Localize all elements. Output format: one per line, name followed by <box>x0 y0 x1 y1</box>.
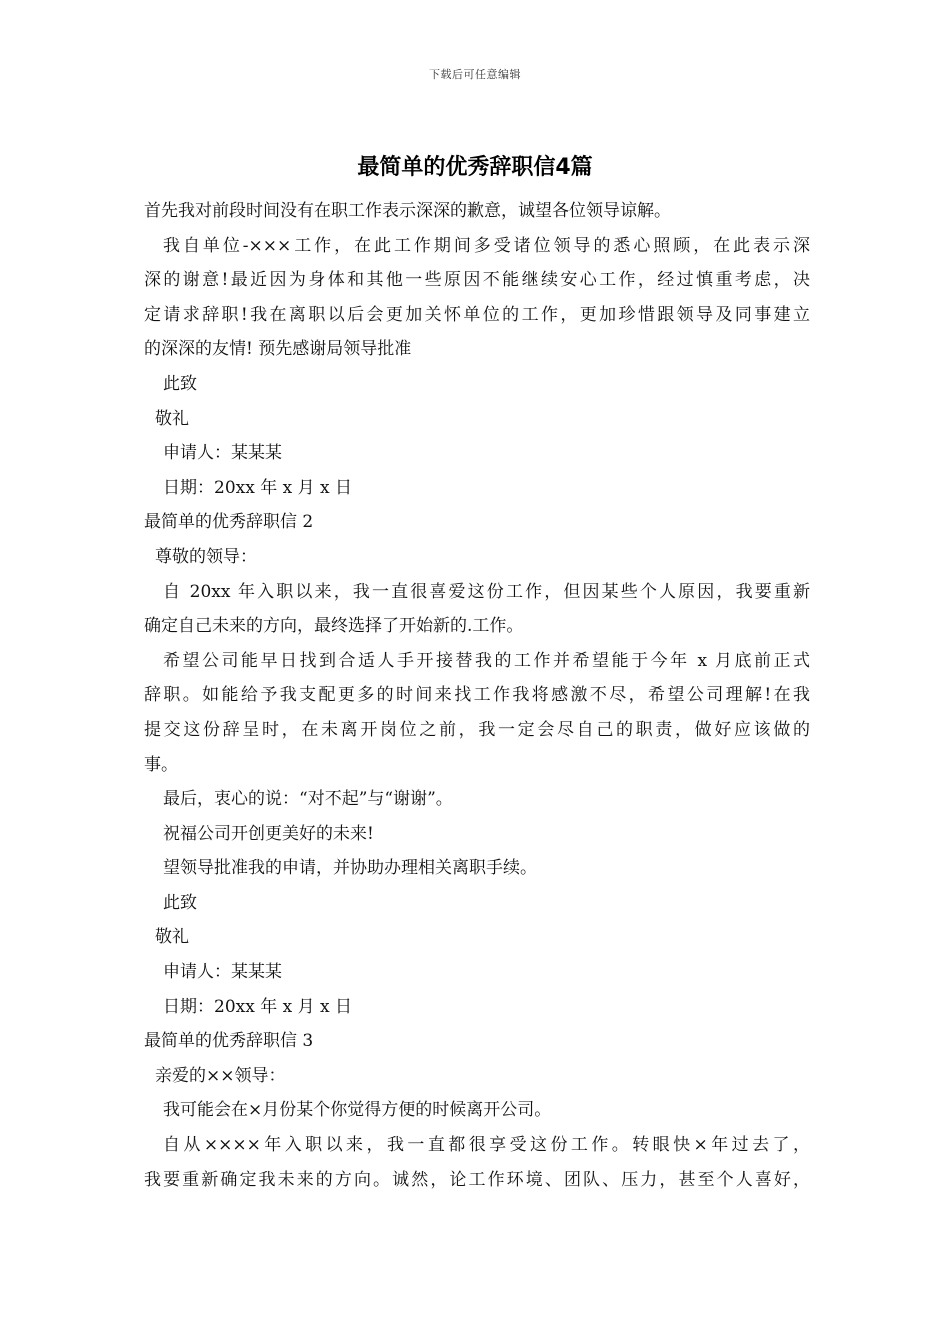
body-line: 我自单位-×××工作，在此工作期间多受诸位领导的悉心照顾，在此表示深 <box>163 235 810 256</box>
body-line: 事。 <box>144 754 178 775</box>
body-line: 申请人：某某某 <box>163 443 282 464</box>
header-note: 下载后可任意编辑 <box>429 68 521 81</box>
body-line: 敬礼 <box>155 927 189 948</box>
body-line: 辞职。如能给予我支配更多的时间来找工作我将感激不尽，希望公司理解!在我 <box>144 685 810 706</box>
body-line: 望领导批准我的申请，并协助办理相关离职手续。 <box>163 858 537 879</box>
body-line: 最后，衷心的说：“对不起”与“谢谢”。 <box>163 789 453 810</box>
body-line: 敬礼 <box>155 408 189 429</box>
body-line: 此致 <box>163 373 197 394</box>
body-line: 祝福公司开创更美好的未来! <box>163 823 374 844</box>
body-line: 自 20xx 年入职以来，我一直很喜爱这份工作，但因某些个人原因，我要重新 <box>163 581 810 602</box>
body-line: 此致 <box>163 892 197 913</box>
body-line: 申请人：某某某 <box>163 962 282 983</box>
document-title: 最简单的优秀辞职信4篇 <box>357 155 593 180</box>
body-line: 自从××××年入职以来，我一直都很享受这份工作。转眼快×年过去了， <box>163 1135 810 1156</box>
body-line: 我可能会在×月份某个你觉得方便的时候离开公司。 <box>163 1100 552 1121</box>
body-line: 最简单的优秀辞职信 2 <box>144 512 314 533</box>
body-line: 尊敬的领导： <box>155 546 257 567</box>
body-line: 最简单的优秀辞职信 3 <box>144 1031 314 1052</box>
body-line: 我要重新确定我未来的方向。诚然，论工作环境、团队、压力，甚至个人喜好， <box>144 1169 810 1190</box>
body-line: 提交这份辞呈时，在未离开岗位之前，我一定会尽自己的职责，做好应该做的 <box>144 719 810 740</box>
body-line: 日期：20xx 年 x 月 x 日 <box>163 996 353 1017</box>
body-line: 深的谢意!最近因为身体和其他一些原因不能继续安心工作，经过慎重考虑，决 <box>144 270 810 291</box>
document-body <box>144 194 810 1197</box>
body-line: 首先我对前段时间没有在职工作表示深深的歉意，诚望各位领导谅解。 <box>144 201 671 221</box>
body-line: 亲爱的××领导： <box>155 1065 286 1086</box>
body-line: 日期：20xx 年 x 月 x 日 <box>163 477 353 498</box>
body-line: 确定自己未来的方向，最终选择了开始新的.工作。 <box>144 616 524 637</box>
body-line: 定请求辞职!我在离职以后会更加关怀单位的工作，更加珍惜跟领导及同事建立 <box>144 304 810 325</box>
body-line: 的深深的友情! 预先感谢局领导批准 <box>144 339 412 360</box>
body-line: 希望公司能早日找到合适人手开接替我的工作并希望能于今年 x 月底前正式 <box>163 650 810 671</box>
